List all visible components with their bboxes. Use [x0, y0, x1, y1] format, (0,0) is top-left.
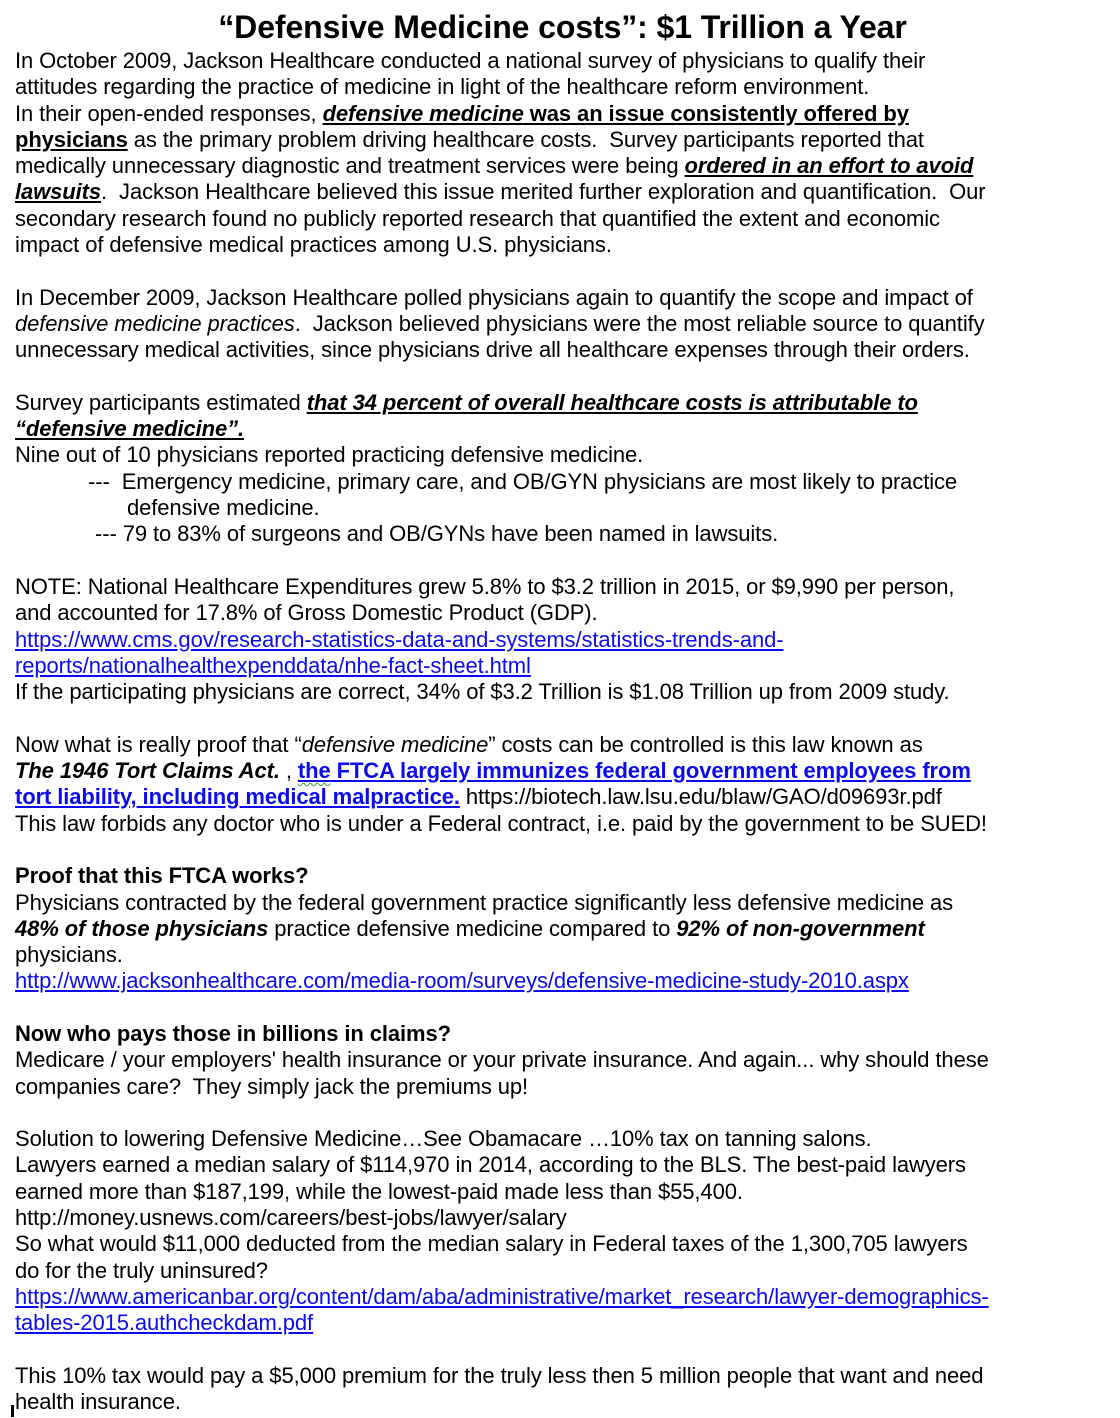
text-run: and accounted for 17.8% of Gross Domestic Product (GDP). [15, 600, 598, 626]
hyperlink-text[interactable]: FTCA largely immunizes federal government employees from [330, 758, 971, 784]
text-run: So what would $11,000 deducted from the median salary in Federal taxes of the 1,300,705 lawyers [15, 1231, 968, 1257]
hyperlink-text[interactable]: https://www.americanbar.org/content/dam/aba/administrative/market_research/lawyer-demographics- [15, 1283, 989, 1309]
text-run: 48% of those physicians [15, 915, 269, 941]
text-run: The 1946 Tort Claims Act. [15, 758, 280, 784]
text-line [15, 232, 1110, 258]
text-line [15, 1074, 1110, 1100]
text-line [15, 653, 1110, 679]
text-run: defensive medicine [322, 100, 524, 126]
paragraph-8 [15, 1126, 1110, 1336]
text-run: ordered in an effort to avoid [684, 153, 974, 179]
text-run: ” costs can be controlled is this law known as [488, 731, 923, 757]
text-run: Lawyers earned a median salary of $114,970 in 2014, according to the BLS. The best-paid lawyers [15, 1152, 966, 1178]
text-line [15, 442, 1110, 468]
text-line [15, 784, 1110, 810]
text-run: earned more than $187,199, while the lowest-paid made less than $55,400. [15, 1178, 743, 1204]
text-line [15, 495, 1110, 521]
text-run: http://money.usnews.com/careers/best-jobs/lawyer/salary [15, 1205, 567, 1231]
text-line [15, 942, 1110, 968]
text-line [15, 206, 1110, 232]
text-run: . Jackson Healthcare believed this issue merited further exploration and quantification. Our [101, 179, 986, 205]
text-run: NOTE: National Healthcare Expenditures grew 5.8% to $3.2 trillion in 2015, or $9,990 per person, [15, 573, 955, 599]
text-line [15, 1310, 1110, 1336]
text-run: Nine out of 10 physicians reported practicing defensive medicine. [15, 442, 644, 468]
text-line [15, 1363, 1110, 1389]
text-line [15, 48, 1110, 74]
text-run: https://biotech.law.lsu.edu/blaw/GAO/d09693r.pdf [459, 784, 942, 810]
hyperlink-text[interactable] [298, 758, 331, 783]
paragraph-1 [15, 48, 1110, 258]
text-run: --- 79 to 83% of surgeons and OB/GYNs have been named in lawsuits. [95, 521, 779, 547]
text-line [15, 390, 1110, 416]
text-run: This law forbids any doctor who is under a Federal contract, i.e. paid by the government to be SUED! [15, 810, 987, 836]
text-run: Medicare / your employers' health insurance or your private insurance. And again... why should these [15, 1047, 989, 1073]
text-run: Proof that this FTCA works? [15, 863, 309, 889]
text-line [15, 863, 1110, 889]
text-line [15, 916, 1110, 942]
text-run: companies care? They simply jack the premiums up! [15, 1073, 529, 1099]
text-line [15, 1205, 1110, 1231]
text-run: In October 2009, Jackson Healthcare conducted a national survey of physicians to qualify their [15, 48, 926, 73]
text-run: attitudes regarding the practice of medicine in light of the healthcare reform environment. [15, 74, 870, 100]
text-run: “defensive medicine”. [15, 416, 244, 442]
text-run: secondary research found no publicly reported research that quantified the extent and economic [15, 205, 940, 231]
text-run: Solution to lowering Defensive Medicine…See Obamacare …10% tax on tanning salons. [15, 1126, 872, 1152]
text-line [15, 285, 1110, 311]
text-line [15, 1179, 1110, 1205]
text-run: defensive medicine [301, 731, 489, 757]
text-run: Now who pays those in billions in claims? [15, 1020, 451, 1046]
paragraph-7 [15, 1021, 1110, 1100]
hyperlink-text[interactable]: reports/nationalhealthexpenddata/nhe-fact-sheet.html [15, 652, 531, 678]
text-run: . Jackson believed physicians were the most reliable source to quantify [294, 310, 985, 336]
hyperlink-text[interactable]: tort liability, including medical malpractice. [15, 784, 460, 810]
text-run: as the primary problem driving healthcare costs. Survey participants reported that [127, 126, 924, 152]
text-run: practice defensive medicine compared to [268, 915, 677, 941]
text-line [15, 311, 1110, 337]
text-run: Survey participants estimated [15, 389, 307, 415]
paragraph-6 [15, 863, 1110, 994]
text-line [15, 1021, 1110, 1047]
text-line [15, 758, 1110, 784]
text-run: that 34 percent of overall healthcare costs is attributable to [306, 389, 918, 415]
text-run: health insurance. [15, 1389, 181, 1415]
text-line [15, 337, 1110, 363]
text-line [15, 968, 1110, 994]
text-cursor-caret [11, 1405, 14, 1417]
text-line [15, 600, 1110, 626]
hyperlink-text[interactable]: http://www.jacksonhealthcare.com/media-room/surveys/defensive-medicine-study-2010.aspx [15, 968, 909, 994]
text-line [15, 732, 1110, 758]
text-line [15, 153, 1110, 179]
text-run: was an issue consistently offered by [523, 100, 909, 126]
text-run: This 10% tax would pay a $5,000 premium for the truly less then 5 million people that want and need [15, 1362, 984, 1388]
text-run: lawsuits [15, 179, 102, 205]
text-line [15, 469, 1110, 495]
text-run: --- Emergency medicine, primary care, and OB/GYN physicians are most likely to practice [88, 468, 958, 494]
text-run: 92% of non-government [676, 915, 925, 941]
text-line [15, 1284, 1110, 1310]
text-run: Physicians contracted by the federal government practice significantly less defensive medicine as [15, 889, 954, 915]
text-line [15, 1126, 1110, 1152]
text-run: medically unnecessary diagnostic and treatment services were being [15, 153, 685, 179]
text-run: impact of defensive medical practices among U.S. physicians. [15, 232, 612, 258]
text-run: , [279, 758, 298, 784]
text-line [15, 679, 1110, 705]
hyperlink-text[interactable]: https://www.cms.gov/research-statistics-data-and-systems/statistics-trends-and- [15, 626, 784, 652]
paragraph-9 [15, 1363, 1110, 1416]
text-run: physicians [15, 126, 128, 152]
paragraph-3 [15, 390, 1110, 548]
text-line [15, 1047, 1110, 1073]
text-run: If the participating physicians are correct, 34% of $3.2 Trillion is $1.08 Trillion up from 2009 study. [15, 679, 950, 705]
text-line [15, 1152, 1110, 1178]
text-line [15, 179, 1110, 205]
document-title: “Defensive Medicine costs”: $1 Trillion a Year [218, 9, 907, 45]
text-line [15, 627, 1110, 653]
text-run: physicians. [15, 942, 123, 968]
text-run: In December 2009, Jackson Healthcare polled physicians again to quantify the scope and impact of [15, 284, 973, 310]
text-line [15, 127, 1110, 153]
paragraph-2 [15, 285, 1110, 364]
grammar-squiggle-text[interactable]: the [297, 758, 331, 784]
text-line [15, 74, 1110, 100]
text-run: Now what is really proof that “ [15, 731, 302, 757]
text-run: defensive medicine practices [15, 310, 295, 336]
text-run: unnecessary medical activities, since physicians drive all healthcare expenses through their orders. [15, 337, 970, 363]
text-line [15, 1389, 1110, 1415]
paragraph-4 [15, 574, 1110, 705]
hyperlink-text[interactable]: tables-2015.authcheckdam.pdf [15, 1310, 314, 1336]
document-content [15, 48, 1110, 1415]
text-line [15, 521, 1110, 547]
text-line [15, 101, 1110, 127]
text-line [15, 890, 1110, 916]
text-line [15, 574, 1110, 600]
text-line [15, 416, 1110, 442]
text-line [15, 1231, 1110, 1257]
text-run: In their open-ended responses, [15, 100, 323, 126]
text-line [15, 811, 1110, 837]
text-run: do for the truly uninsured? [15, 1257, 268, 1283]
paragraph-5 [15, 732, 1110, 837]
text-run: defensive medicine. [127, 495, 320, 521]
text-line [15, 1258, 1110, 1284]
